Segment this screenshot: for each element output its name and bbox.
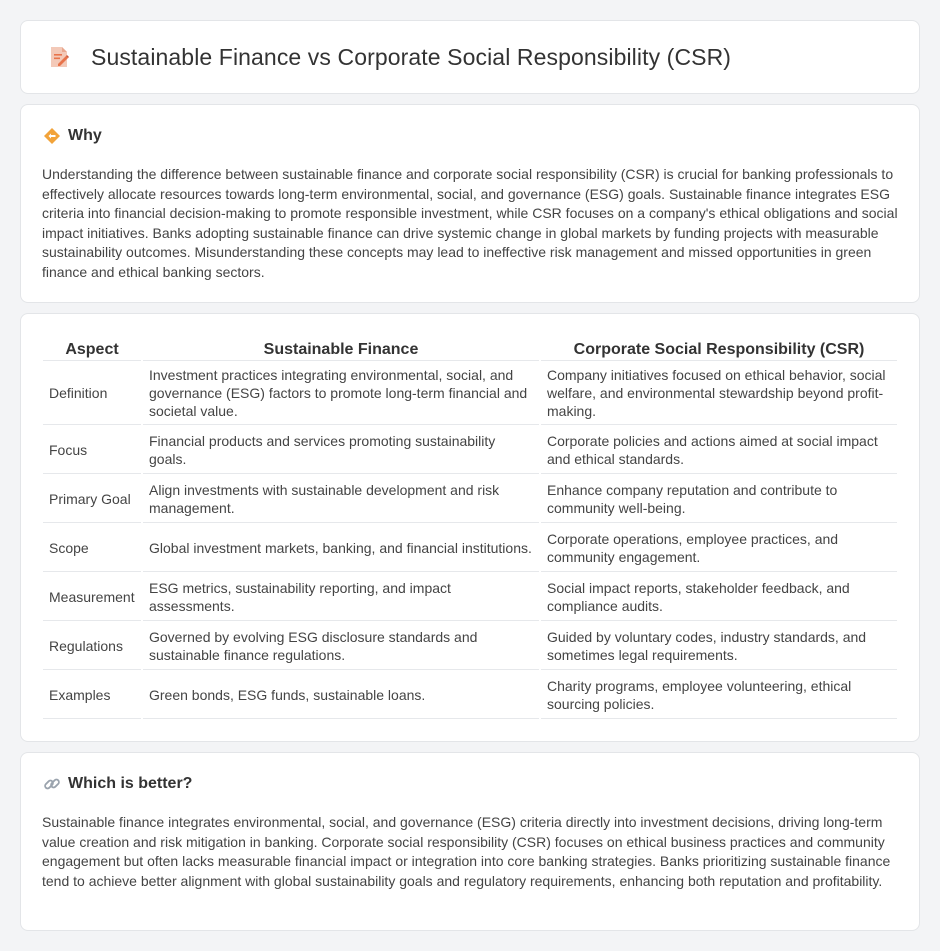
sustainable-finance-cell: Governed by evolving ESG disclosure standards and sustainable finance regulations. — [143, 623, 539, 670]
aspect-cell: Definition — [43, 363, 141, 425]
sustainable-finance-cell: Align investments with sustainable development and risk management. — [143, 476, 539, 523]
sustainable-finance-cell: Investment practices integrating environmental, social, and governance (ESG) factors to promote long-term financial and societal value. — [143, 363, 539, 425]
link-icon — [43, 775, 61, 793]
csr-cell: Guided by voluntary codes, industry standards, and sometimes legal requirements. — [541, 623, 897, 670]
aspect-cell: Scope — [43, 525, 141, 572]
table-row — [43, 363, 897, 425]
which-is-better-body: Sustainable finance integrates environmental, social, and governance (ESG) criteria directly into investment decisions, driving long-term value creation and risk mitigation in banking. Corporate social responsibility (CSR) focuses on ethical business practices and community engagement but often lacks measurable financial impact or integration into core banking strategies. Banks prioritizing sustainable finance tend to achieve better alignment with global sustainability goals and regulatory requirements, enhancing both reputation and profitability. — [42, 814, 891, 889]
aspect-cell: Measurement — [43, 574, 141, 621]
aspect-cell: Examples — [43, 672, 141, 719]
csr-cell: Corporate policies and actions aimed at social impact and ethical standards. — [541, 427, 897, 474]
csr-cell: Social impact reports, stakeholder feedback, and compliance audits. — [541, 574, 897, 621]
document-pencil-icon — [47, 45, 71, 69]
header-aspect: Aspect — [43, 336, 141, 361]
sustainable-finance-cell: Financial products and services promoting sustainability goals. — [143, 427, 539, 474]
aspect-cell: Primary Goal — [43, 476, 141, 523]
sustainable-finance-cell: Global investment markets, banking, and financial institutions. — [143, 525, 539, 572]
table-row — [43, 623, 897, 670]
which-is-better-heading: Which is better? — [68, 775, 193, 792]
sustainable-finance-cell: Green bonds, ESG funds, sustainable loans. — [143, 672, 539, 719]
aspect-cell: Focus — [43, 427, 141, 474]
table-row — [43, 672, 897, 719]
csr-cell: Charity programs, employee volunteering, ethical sourcing policies. — [541, 672, 897, 719]
which-is-better-section — [20, 752, 920, 931]
why-heading: Why — [68, 127, 102, 144]
comparison-section — [20, 313, 920, 742]
header-sustainable-finance: Sustainable Finance — [143, 336, 539, 361]
csr-cell: Company initiatives focused on ethical behavior, social welfare, and environmental stewardship beyond profit-making. — [541, 363, 897, 425]
comparison-table — [41, 334, 899, 721]
csr-cell: Enhance company reputation and contribute to community well-being. — [541, 476, 897, 523]
diamond-arrows-icon — [43, 127, 61, 145]
why-section — [20, 104, 920, 303]
header-csr: Corporate Social Responsibility (CSR) — [541, 336, 897, 361]
title-card — [20, 20, 920, 94]
table-header-row — [43, 336, 897, 361]
why-body: Understanding the difference between sustainable finance and corporate social responsibility (CSR) is crucial for banking professionals to effectively allocate resources towards long-term environmental, social, and governance (ESG) goals. Sustainable finance integrates ESG criteria into financial decision-making to promote responsible investment, while CSR focuses on a company's ethical obligations and social impact initiatives. Banks adopting sustainable finance can drive systemic change in global markets by funding projects with measurable sustainability outcomes. Misunderstanding these concepts may lead to ineffective risk management and missed opportunities in green finance and ethical banking sectors. — [42, 166, 898, 280]
page-title: Sustainable Finance vs Corporate Social Responsibility (CSR) — [91, 43, 732, 70]
aspect-cell: Regulations — [43, 623, 141, 670]
table-row — [43, 525, 897, 572]
table-row — [43, 427, 897, 474]
csr-cell: Corporate operations, employee practices, and community engagement. — [541, 525, 897, 572]
table-row — [43, 574, 897, 621]
sustainable-finance-cell: ESG metrics, sustainability reporting, and impact assessments. — [143, 574, 539, 621]
table-row — [43, 476, 897, 523]
